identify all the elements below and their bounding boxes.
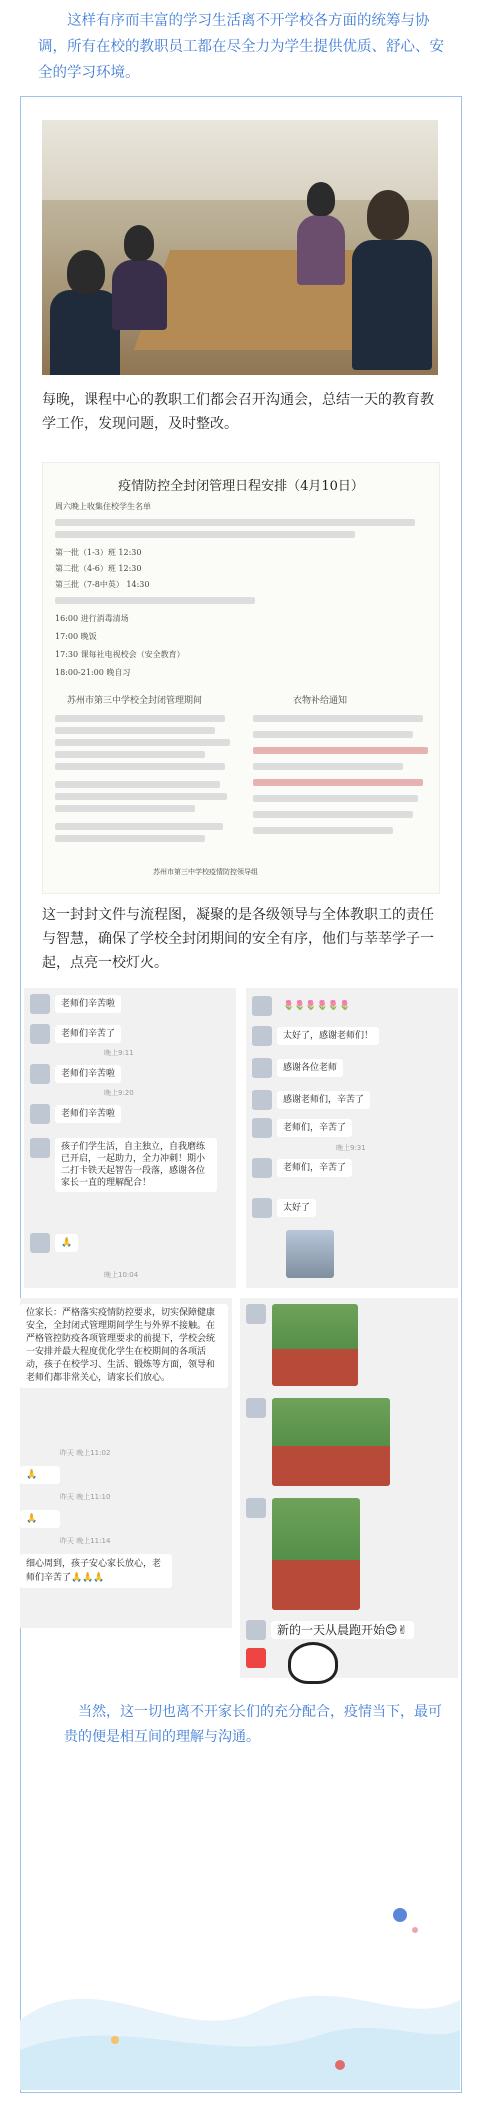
chat-screenshot-right [246,988,458,1288]
chat-bubble: 感谢各位老师 [277,1059,343,1077]
doc-line [55,751,205,758]
track-surface [272,1560,360,1610]
avatar [252,1118,272,1138]
doc-row: 第三批（7-8中英） 14:30 [55,580,150,589]
avatar [30,1064,50,1084]
doc-line [55,597,255,604]
meeting-photo [42,120,438,375]
doc-row: 17:00 晚饭 [55,632,97,641]
chat-message [30,1233,78,1253]
avatar [252,1090,272,1110]
doc-row: 第一批（1-3）班 12:30 [55,548,142,557]
doc-row: 周六晚上收集住校学生名单 [55,502,151,511]
chat-bubble: 位家长：严格落实疫情防控要求，切实保障健康安全，全封闭式管理期间学生与外界不接触。在严格管控防疫各项管理要求的前提下，学校会统一安排并最大程度优化学生在校期间的各项活动，孩子在校学习、生活、锻炼等方面，领导和老师们都非常关心，请家长们放心。 [20,1304,228,1388]
chat-image-track [272,1398,390,1486]
chat-screenshot-left [24,988,236,1288]
photo-person [112,260,167,330]
chat-screenshot-running [240,1298,458,1678]
avatar [30,1104,50,1124]
doc-line [55,781,220,788]
avatar [246,1620,266,1640]
avatar [252,1198,272,1218]
doc-row: 18:00-21:00 晚自习 [55,668,131,677]
photo-person [50,290,120,375]
doc-line [253,779,423,786]
chat-screenshot-notice [20,1298,232,1628]
doc-line [253,763,403,770]
chat-time: 昨天 晚上11:14 [60,1537,111,1545]
chat-bubble: 🌷🌷🌷🌷🌷🌷 [283,1001,351,1011]
chat-message [30,1024,121,1044]
photo-person-head [67,250,105,294]
chat-bubble: 老师们辛苦啦 [55,1065,121,1083]
chat-image-track [272,1304,358,1386]
avatar [30,1233,50,1253]
chat-bubble: 老师们辛苦啦 [55,995,121,1013]
chat-image-track [272,1498,360,1610]
chat-bubble: 老师们辛苦了 [55,1025,121,1043]
chat-time: 晚上9:31 [336,1144,366,1152]
doc-line [253,827,393,834]
chat-message [252,1026,379,1046]
avatar [246,1498,266,1518]
chat-message [30,1104,121,1124]
track-surface [272,1349,358,1386]
photo-person-head [124,225,154,261]
schedule-document [42,462,440,894]
chat-image [286,1230,334,1278]
doc-line [253,811,413,818]
chat-bubble: 🙏 [20,1510,60,1528]
doc-row: 17:30 课每社电视校会（安全教育） [55,650,185,659]
chat-message [252,1118,352,1138]
chat-message [252,1158,352,1178]
doc-line [253,731,413,738]
doc-line [55,835,205,842]
chat-time: 晚上9:11 [104,1049,134,1057]
doc-title: 疫情防控全封闭管理日程安排（4月10日） [118,479,364,494]
chat-bubble: 太好了 [277,1199,316,1217]
chat-bubble: 老师们，辛苦了 [277,1119,352,1137]
chat-time: 昨天 晚上11:10 [60,1493,111,1501]
doc-line [55,805,195,812]
caption-meeting: 每晚，课程中心的教职工们都会召开沟通会，总结一天的教育教学工作，发现问题，及时整改。 [42,392,434,432]
chat-bubble: 老师们辛苦啦 [55,1105,121,1123]
doc-line [253,795,418,802]
avatar [252,1026,272,1046]
avatar [252,996,272,1016]
photo-person-head [307,182,335,216]
decorative-wave [20,1820,460,2090]
doc-line [55,727,215,734]
chat-message [252,996,356,1016]
chat-bubble: 孩子们学生活，自主独立，自我磨练已开启，一起助力，全力冲刺！期小二打卡铁天起智告一段落，感谢各位家长一直的理解配合！ [55,1138,217,1192]
chat-time: 晚上9:20 [104,1089,134,1097]
caption-parents: 当然，这一切也离不开家长们的充分配合，疫情当下，最可贵的便是相互间的理解与沟通。 [64,1704,442,1745]
chat-bubble: 🙏 [55,1234,78,1252]
doc-line [55,793,227,800]
chat-message [252,1198,316,1218]
chat-message [30,994,121,1014]
caption-documents: 这一封封文件与流程图，凝聚的是各级领导与全体教职工的责任与智慧，确保了学校全封闭期间的安全有序，他们与莘莘学子一起，点亮一校灯火。 [42,907,434,971]
chat-bubble: 太好了，感谢老师们！ [277,1027,379,1045]
doc-school: 苏州市第三中学校全封闭管理期间 [67,696,203,706]
intro-paragraph: 这样有序而丰富的学习生活离不开学校各方面的统筹与协调，所有在校的教职员工都在尽全力为学生提供优质、舒心、安全的学习环境。 [38,13,444,81]
doc-line [55,531,355,538]
doc-line [55,763,225,770]
chat-bubble: 老师们，辛苦了 [277,1159,352,1177]
panda-sticker [288,1642,338,1684]
track-surface [272,1446,390,1486]
chat-message [246,1620,414,1640]
doc-line [55,823,223,830]
avatar [246,1398,266,1418]
doc-footer: 苏州市第三中学校疫情防控领导组 [153,868,258,876]
chat-bubble: 感谢老师们，辛苦了 [277,1091,370,1109]
doc-line [253,747,428,754]
photo-person [352,240,432,370]
chat-bubble: 细心周到，孩子安心家长放心，老师们辛苦了🙏🙏🙏 [20,1554,172,1588]
photo-person [297,215,345,285]
avatar [30,1138,50,1158]
chat-time: 晚上10:04 [104,1271,139,1279]
chat-message [30,1064,121,1084]
doc-row: 第二批（4-6）班 12:30 [55,564,142,573]
avatar [30,1024,50,1044]
chat-time: 昨天 晚上11:02 [60,1449,111,1457]
avatar [246,1304,266,1324]
doc-line [55,715,225,722]
chat-message [252,1058,343,1078]
chat-bubble: 🙏 [20,1466,60,1484]
photo-wall [42,120,438,200]
avatar [246,1648,266,1668]
doc-notice: 衣物补给通知 [293,696,348,706]
doc-row: 16:00 进行消毒清场 [55,614,129,623]
doc-line [253,715,423,722]
photo-person-head [367,190,409,240]
avatar [252,1158,272,1178]
chat-message [252,1090,370,1110]
chat-message [30,1138,217,1192]
chat-bubble: 新的一天从晨跑开始😊✌ [271,1621,414,1639]
doc-line [55,519,415,526]
avatar [252,1058,272,1078]
doc-line [55,739,230,746]
avatar [30,994,50,1014]
